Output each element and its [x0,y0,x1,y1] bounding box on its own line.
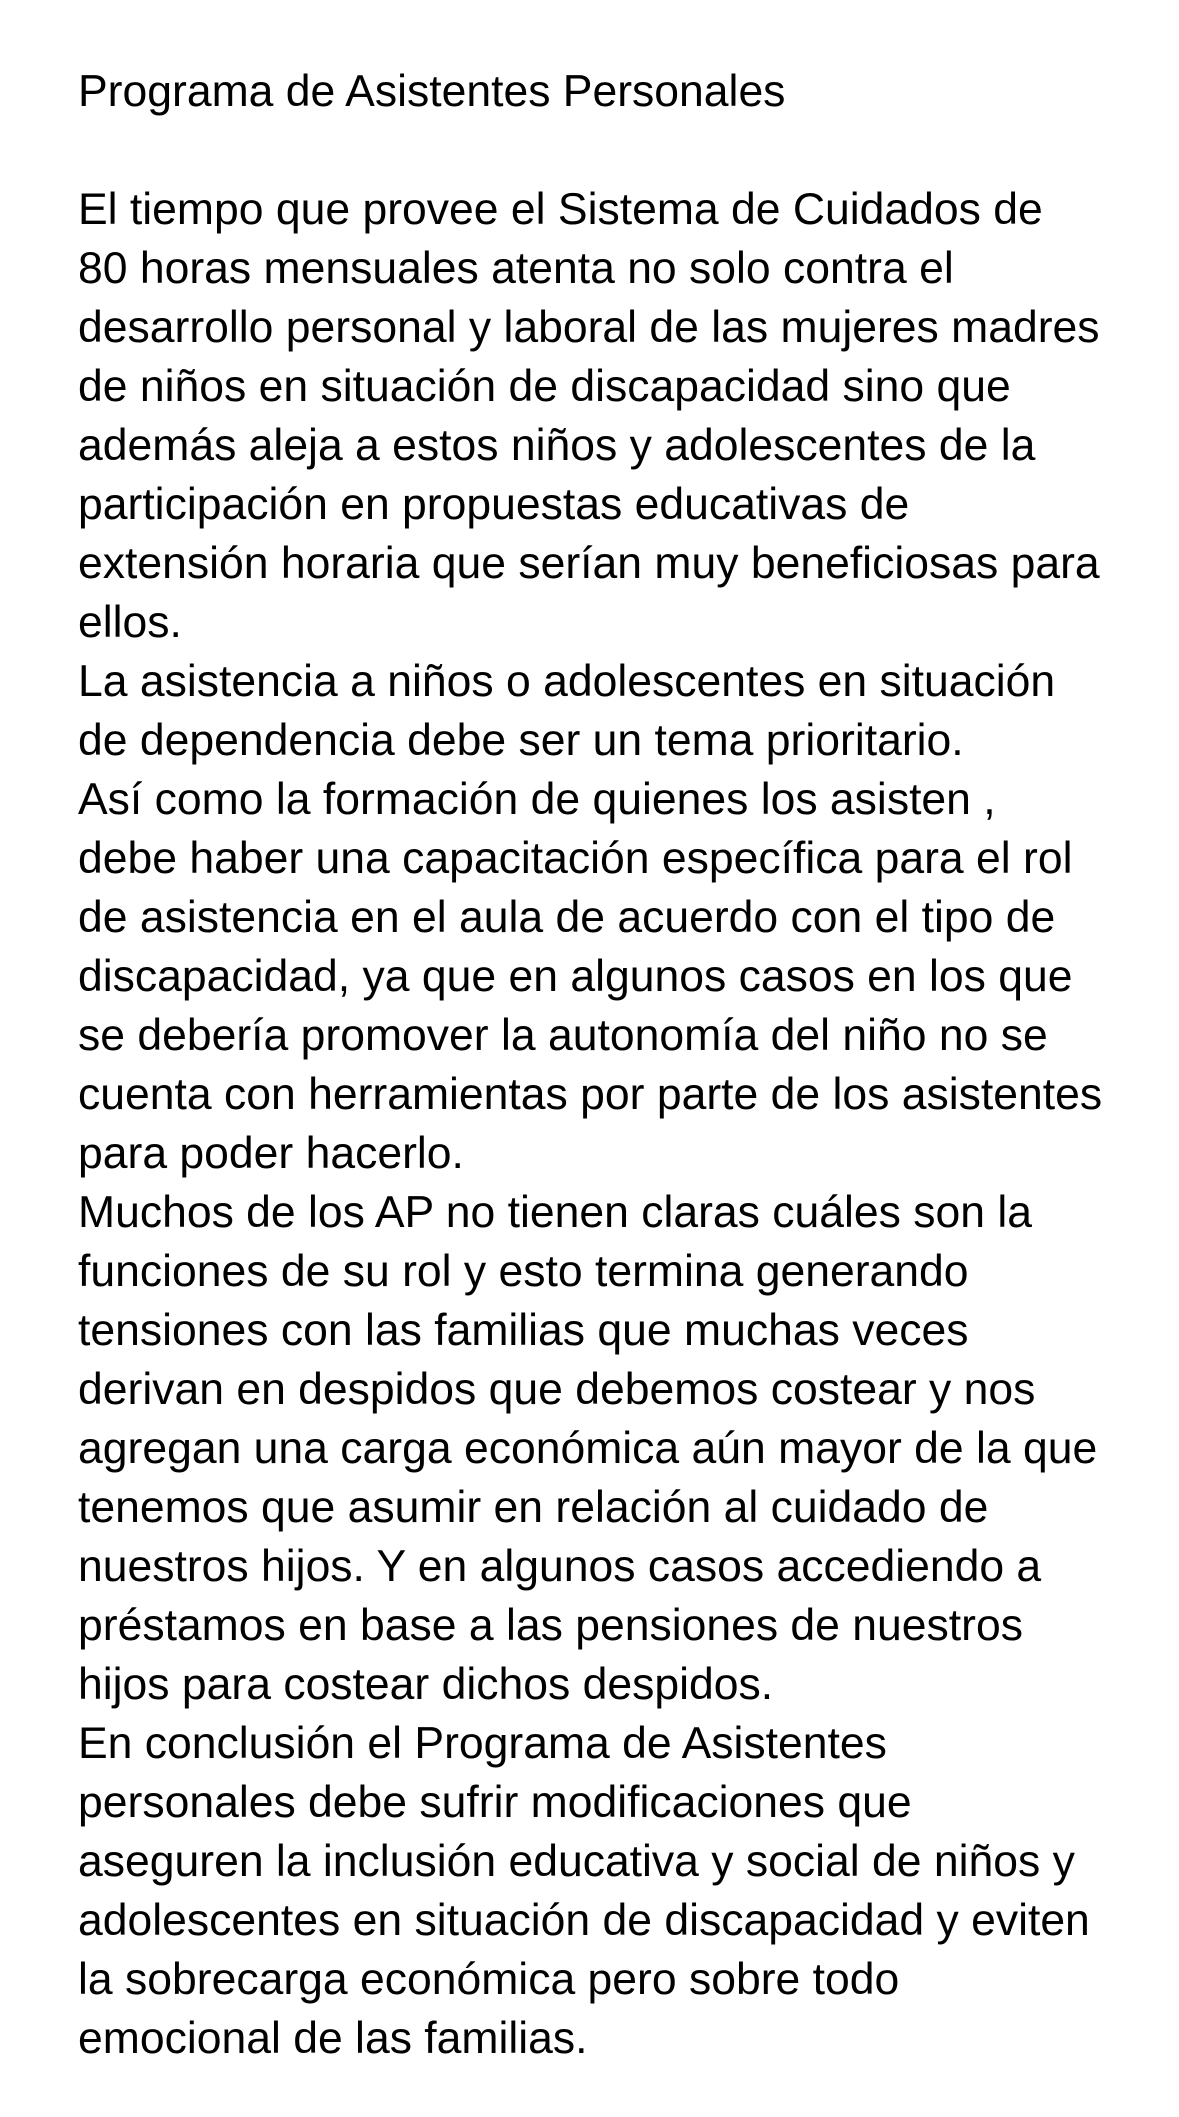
paragraph [78,1714,1149,2068]
text-line: debe haber una capacitación específica para el rol [78,834,1073,883]
text-line: la sobrecarga económica pero sobre todo [78,1955,900,2004]
paragraph [78,770,1149,1183]
text-line: En conclusión el Programa de Asistentes [78,1719,887,1768]
text-line: nuestros hijos. Y en algunos casos accediendo a [78,1542,1042,1591]
text-line: desarrollo personal y laboral de las mujeres madres [78,303,1100,352]
text-line: para poder hacerlo. [78,1129,464,1178]
text-line: personales debe sufrir modificaciones que [78,1778,912,1827]
text-line: agregan una carga económica aún mayor de la que [78,1424,1098,1473]
text-line: El tiempo que provee el Sistema de Cuidados de [78,185,1043,234]
paragraph [78,1183,1149,1714]
text-line: hijos para costear dichos despidos. [78,1660,774,1709]
text-line: tenemos que asumir en relación al cuidado de [78,1483,989,1532]
text-line: adolescentes en situación de discapacidad y eviten [78,1896,1090,1945]
text-line: ellos. [78,598,182,647]
paragraph [78,180,1149,652]
text-line: de asistencia en el aula de acuerdo con el tipo de [78,893,1056,942]
text-line: discapacidad, ya que en algunos casos en los que [78,952,1073,1001]
text-line: 80 horas mensuales atenta no solo contra el [78,244,954,293]
text-line: además aleja a estos niños y adolescentes de la [78,421,1036,470]
document-title: Programa de Asistentes Personales [78,67,786,116]
text-line: Muchos de los AP no tienen claras cuáles son la [78,1188,1033,1237]
text-line: tensiones con las familias que muchas veces [78,1306,969,1355]
text-line: de dependencia debe ser un tema prioritario. [78,716,964,765]
text-line: emocional de las familias. [78,2014,588,2063]
text-line: extensión horaria que serían muy beneficiosas para [78,539,1100,588]
text-line: de niños en situación de discapacidad sino que [78,362,1011,411]
text-line: cuenta con herramientas por parte de los asistentes [78,1070,1103,1119]
paragraph [78,652,1149,770]
text-line: se debería promover la autonomía del niño no se [78,1011,1048,1060]
text-line: aseguren la inclusión educativa y social de niños y [78,1837,1075,1886]
text-line: funciones de su rol y esto termina generando [78,1247,969,1296]
text-line: participación en propuestas educativas de [78,480,910,529]
text-line: préstamos en base a las pensiones de nuestros [78,1601,1023,1650]
blank-line [78,121,1149,180]
text-line: Así como la formación de quienes los asisten , [78,775,996,824]
text-line: La asistencia a niños o adolescentes en situación [78,657,1056,706]
text-line: derivan en despidos que debemos costear y nos [78,1365,1036,1414]
